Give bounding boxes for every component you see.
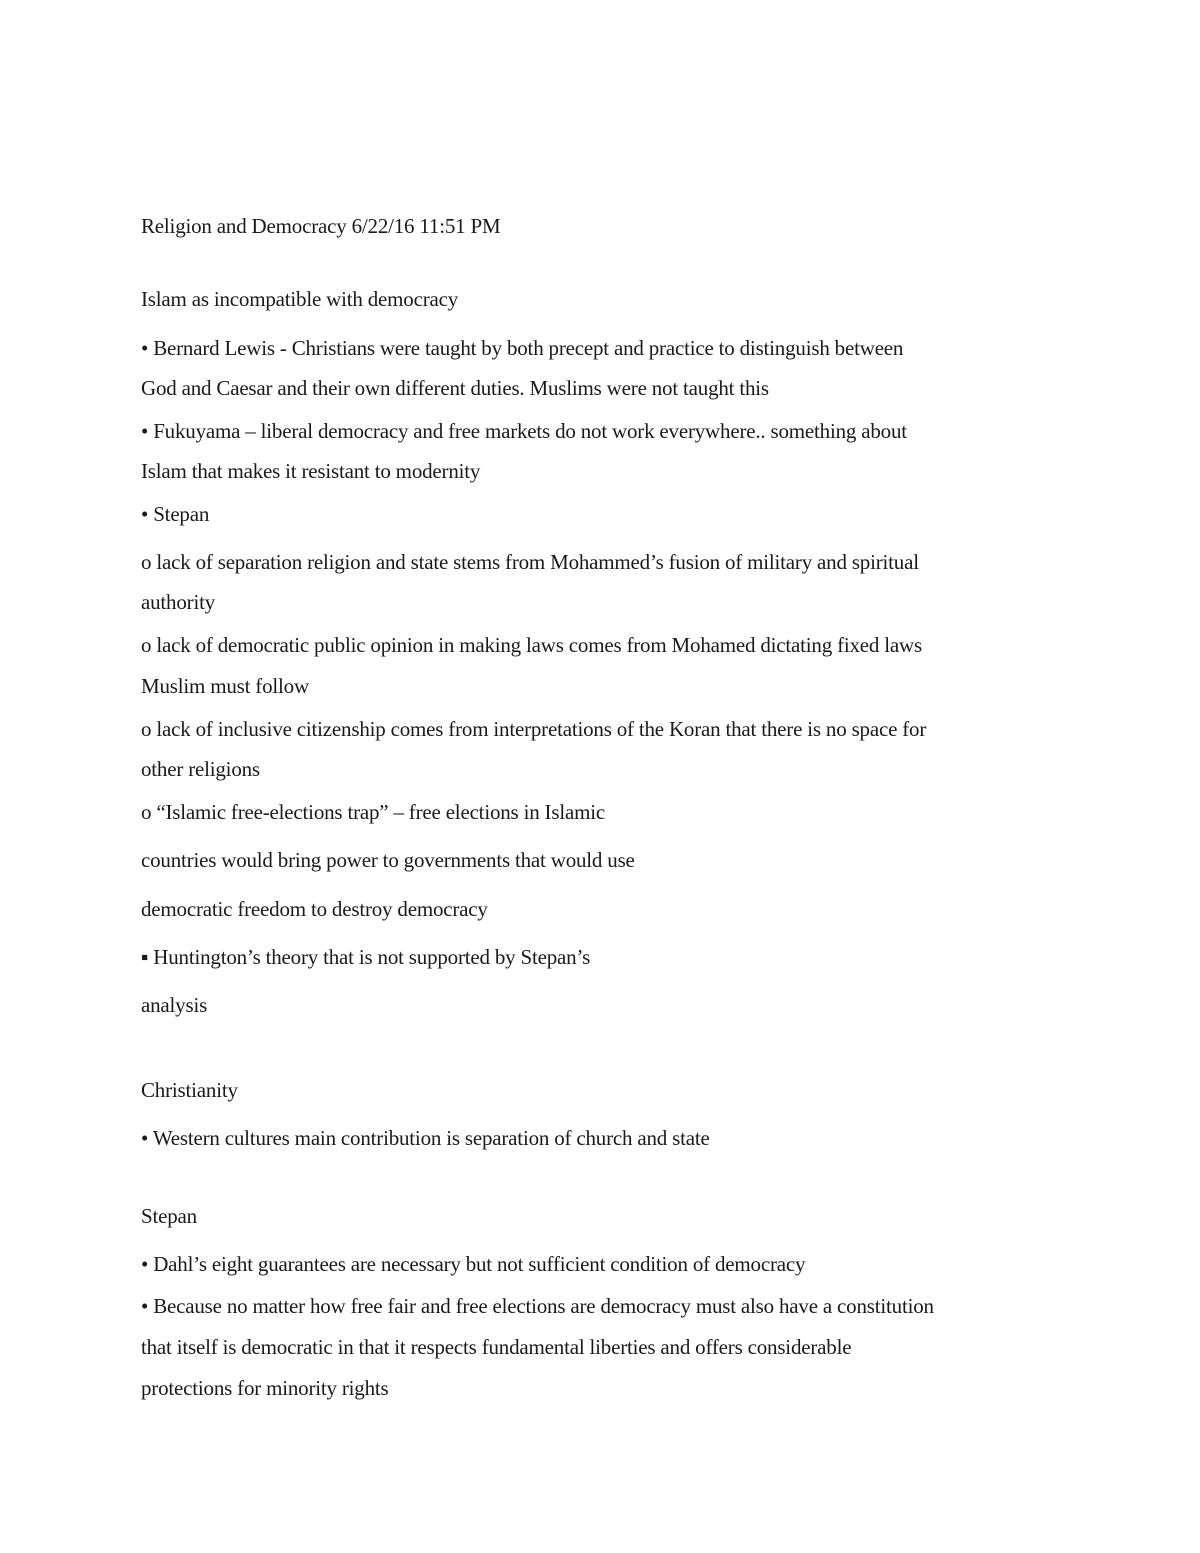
huntington-line-2: analysis <box>141 993 208 1017</box>
fukuyama-bullet-line-1: • Fukuyama – liberal democracy and free markets do not work everywhere.. something about <box>141 419 907 443</box>
stepan-sub-4-line-3: democratic freedom to destroy democracy <box>141 897 488 921</box>
stepan-bullet-2-line-1: • Because no matter how free fair and free elections are democracy must also have a constitution <box>141 1294 934 1318</box>
stepan-bullet-1: • Dahl’s eight guarantees are necessary but not sufficient condition of democracy <box>141 1252 806 1276</box>
stepan-sub-1-line-1: o lack of separation religion and state stems from Mohammed’s fusion of military and spiritual <box>141 550 919 574</box>
stepan-bullet-2-line-2: that itself is democratic in that it respects fundamental liberties and offers considerable <box>141 1335 852 1359</box>
stepan-bullet-2-line-3: protections for minority rights <box>141 1376 389 1400</box>
islam-heading: Islam as incompatible with democracy <box>141 287 459 311</box>
lewis-bullet-line-2: God and Caesar and their own different duties. Muslims were not taught this <box>141 376 769 400</box>
stepan-bullet: • Stepan <box>141 502 210 526</box>
document-title: Religion and Democracy 6/22/16 11:51 PM <box>141 214 501 238</box>
stepan-sub-4-line-1: o “Islamic free-elections trap” – free elections in Islamic <box>141 800 605 824</box>
christianity-bullet-1: • Western cultures main contribution is separation of church and state <box>141 1126 710 1150</box>
lewis-bullet-line-1: • Bernard Lewis - Christians were taught by both precept and practice to distinguish between <box>141 336 904 360</box>
stepan-sub-2-line-1: o lack of democratic public opinion in making laws comes from Mohamed dictating fixed laws <box>141 633 922 657</box>
stepan-sub-2-line-2: Muslim must follow <box>141 674 309 698</box>
stepan-sub-3-line-1: o lack of inclusive citizenship comes from interpretations of the Koran that there is no space for <box>141 717 927 741</box>
stepan-sub-4-line-2: countries would bring power to governments that would use <box>141 848 635 872</box>
huntington-line-1: ▪ Huntington’s theory that is not supported by Stepan’s <box>141 945 591 969</box>
stepan-sub-1-line-2: authority <box>141 590 216 614</box>
christianity-heading: Christianity <box>141 1078 238 1102</box>
stepan-sub-3-line-2: other religions <box>141 757 260 781</box>
stepan-heading: Stepan <box>141 1204 197 1228</box>
fukuyama-bullet-line-2: Islam that makes it resistant to modernity <box>141 459 481 483</box>
